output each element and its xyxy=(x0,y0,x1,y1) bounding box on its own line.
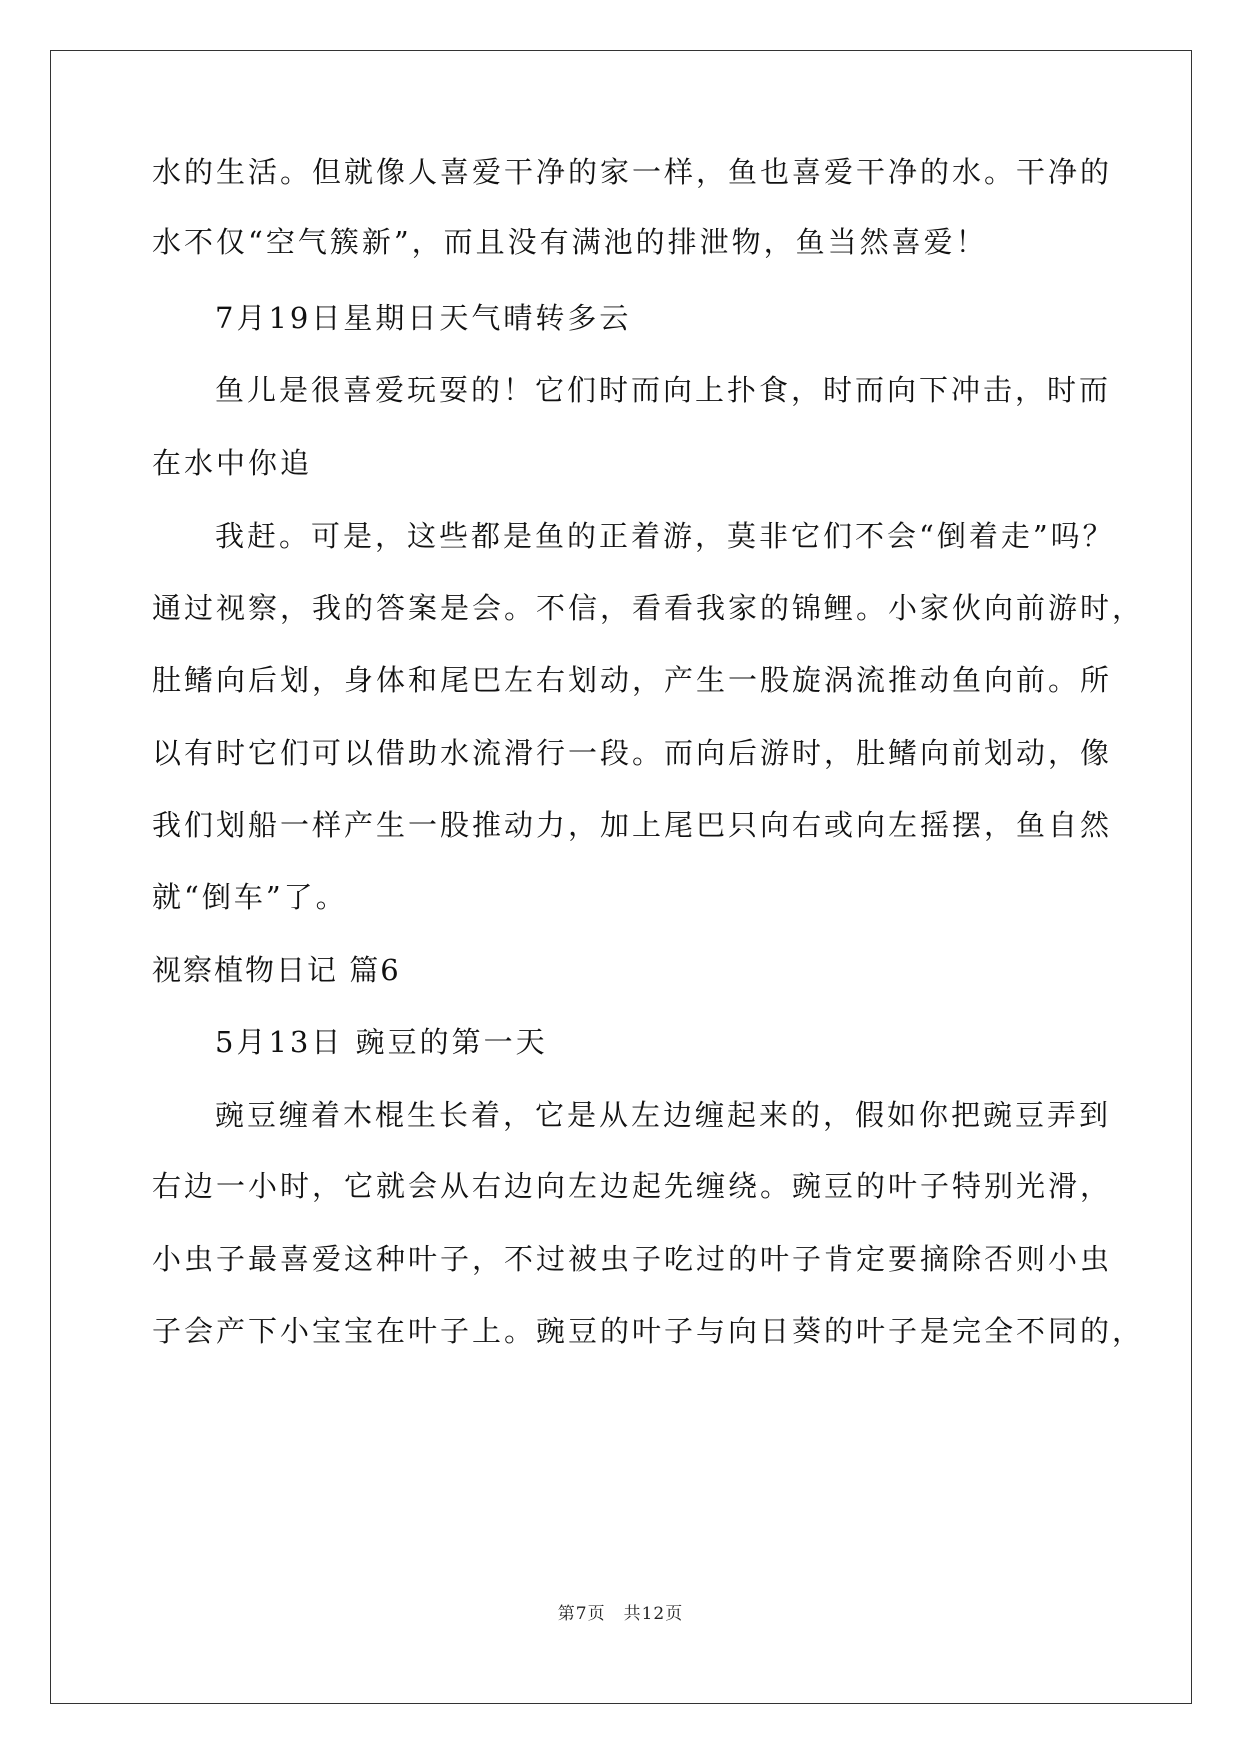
text-line: 子会产下小宝宝在叶子上。豌豆的叶子与向日葵的叶子是完全不同的， xyxy=(152,1314,1145,1348)
text-line: 我赶。可是，这些都是鱼的正着游，莫非它们不会“倒着走”吗？ xyxy=(215,519,1115,553)
text-line: 就“倒车”了。 xyxy=(152,880,348,914)
text-line: 水不仅“空气簇新”，而且没有满池的排泄物，鱼当然喜爱！ xyxy=(152,225,988,259)
text-line: 我们划船一样产生一股推动力，加上尾巴只向右或向左摇摆，鱼自然 xyxy=(152,808,1113,842)
text-line: 通过视察，我的答案是会。不信，看看我家的锦鲤。小家伙向前游时， xyxy=(152,591,1145,625)
text-line: 肚鳍向后划，身体和尾巴左右划动，产生一股旋涡流推动鱼向前。所 xyxy=(152,663,1113,697)
diary-date-heading: 7月19日星期日天气晴转多云 xyxy=(215,301,632,335)
page-number-footer: 第7页 共12页 xyxy=(557,1604,684,1624)
text-line: 水的生活。但就像人喜爱干净的家一样，鱼也喜爱干净的水。干净的 xyxy=(152,155,1113,189)
text-line: 右边一小时，它就会从右边向左边起先缠绕。豌豆的叶子特别光滑， xyxy=(152,1169,1113,1203)
diary-date-heading: 5月13日 豌豆的第一天 xyxy=(215,1025,548,1059)
text-line: 在水中你追 xyxy=(152,446,313,480)
section-heading: 视察植物日记 篇6 xyxy=(152,953,401,987)
text-line: 以有时它们可以借助水流滑行一段。而向后游时，肚鳍向前划动，像 xyxy=(152,736,1113,770)
text-line: 鱼儿是很喜爱玩耍的！它们时而向上扑食，时而向下冲击，时而 xyxy=(215,373,1112,407)
text-line: 豌豆缠着木棍生长着，它是从左边缠起来的，假如你把豌豆弄到 xyxy=(215,1098,1112,1132)
text-line: 小虫子最喜爱这种叶子，不过被虫子吃过的叶子肯定要摘除否则小虫 xyxy=(152,1242,1113,1276)
